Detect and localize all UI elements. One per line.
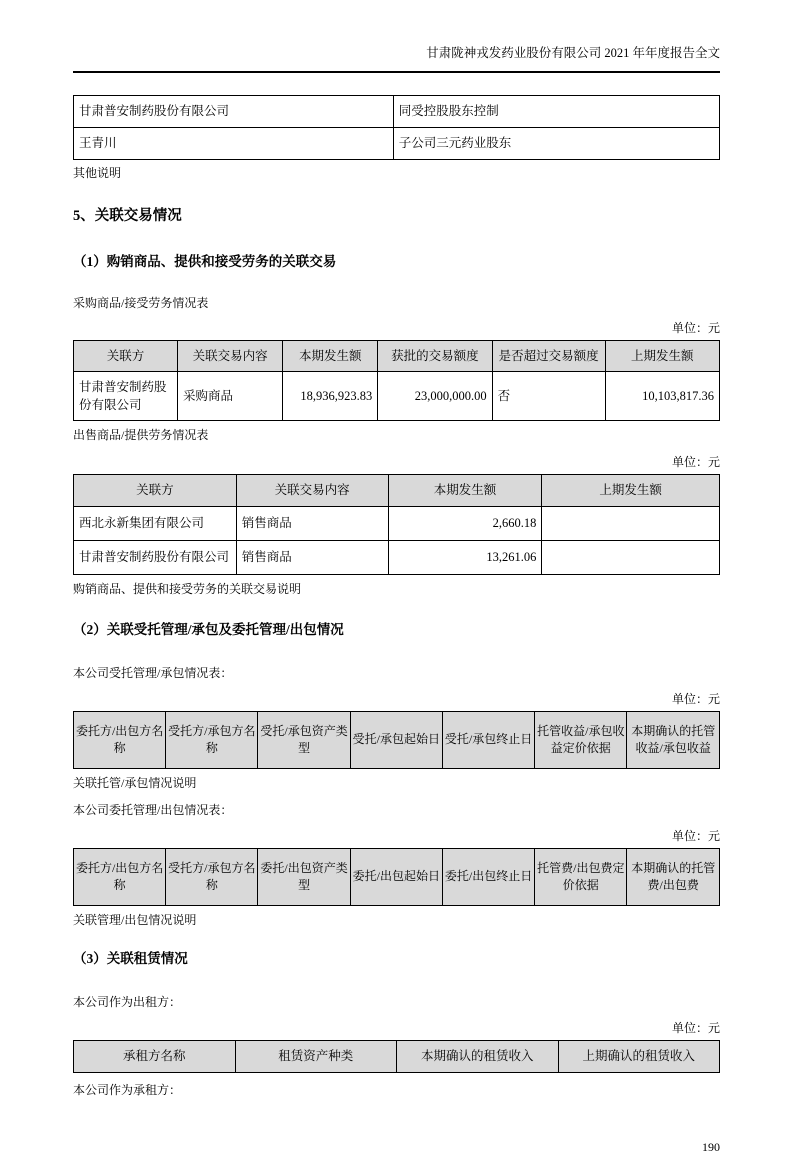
column-header: 受托/承包起始日 [350,712,442,769]
column-header: 受托/承包资产类型 [258,712,350,769]
cell-transaction-content: 销售商品 [236,507,388,541]
outsourced-note: 关联管理/出包情况说明 [73,913,197,927]
cell-current-amount: 13,261.06 [388,541,542,575]
column-header: 受托方/承包方名称 [166,849,258,906]
cell-related-party: 西北永新集团有限公司 [74,507,237,541]
column-header: 委托/出包终止日 [442,849,534,906]
column-header: 关联方 [74,341,178,372]
column-header: 是否超过交易额度 [492,341,605,372]
table-row [74,541,720,575]
lessor-caption: 本公司作为出租方： [73,995,182,1009]
table-row [74,96,720,128]
cell-current-amount: 2,660.18 [388,507,542,541]
column-header: 关联交易内容 [236,475,388,507]
cell-transaction-content: 销售商品 [236,541,388,575]
cell-related-party: 甘肃普安制药股份有限公司 [74,541,237,575]
column-header: 本期确认的租赁收入 [397,1041,559,1073]
table-row [74,372,720,421]
column-header: 承租方名称 [74,1041,236,1073]
column-header: 租赁资产种类 [235,1041,397,1073]
outsourced-table-caption: 本公司委托管理/出包情况表： [73,803,233,817]
section-5-title: 5、关联交易情况 [73,208,182,224]
column-header: 托管收益/承包收益定价依据 [535,712,627,769]
column-header: 托管费/出包费定价依据 [535,849,627,906]
cell-approved-amount: 23,000,000.00 [378,372,492,421]
column-header: 委托方/出包方名称 [74,712,166,769]
other-note-label: 其他说明 [73,166,122,180]
column-header: 上期发生额 [542,475,720,507]
related-party-relation: 同受控股股东控制 [393,96,719,128]
page-number: 190 [702,1140,720,1154]
cell-prior-amount: 10,103,817.36 [605,372,719,421]
table-row [74,128,720,160]
column-header: 委托方/出包方名称 [74,849,166,906]
column-header: 关联方 [74,475,237,507]
unit-label: 单位：元 [671,829,720,843]
column-header: 上期发生额 [605,341,719,372]
related-party-name: 甘肃普安制药股份有限公司 [74,96,394,128]
table-header-row [74,341,720,372]
purchase-goods-table [73,340,720,421]
column-header: 关联交易内容 [178,341,283,372]
cell-related-party: 甘肃普安制药股份有限公司 [74,372,178,421]
lessee-caption: 本公司作为承租方： [73,1083,182,1097]
sales-table-caption: 出售商品/提供劳务情况表 [73,428,209,442]
table-header-row [74,712,720,769]
sales-goods-table [73,474,720,575]
unit-label: 单位：元 [671,692,720,706]
entrusted-note: 关联托管/承包情况说明 [73,776,197,790]
column-header: 本期发生额 [283,341,378,372]
sub2-title: （2）关联受托管理/承包及委托管理/出包情况 [73,622,344,637]
related-party-name: 王青川 [74,128,394,160]
column-header: 本期确认的托管费/出包费 [627,849,720,906]
unit-label: 单位：元 [671,321,720,335]
related-party-relation-table [73,95,720,160]
report-header-title: 甘肃陇神戎发药业股份有限公司 2021 年年度报告全文 [426,46,720,60]
cell-current-amount: 18,936,923.83 [283,372,378,421]
unit-label: 单位：元 [671,1021,720,1035]
column-header: 本期发生额 [388,475,542,507]
purchase-table-caption: 采购商品/接受劳务情况表 [73,296,209,310]
table-header-row [74,475,720,507]
cell-prior-amount [542,507,720,541]
column-header: 上期确认的租赁收入 [558,1041,720,1073]
column-header: 委托/出包资产类型 [258,849,350,906]
entrusted-table-caption: 本公司受托管理/承包情况表： [73,666,233,680]
outsourced-management-table [73,848,720,906]
column-header: 受托/承包终止日 [442,712,534,769]
cell-exceeded-flag: 否 [492,372,605,421]
header-rule [73,71,720,73]
cell-prior-amount [542,541,720,575]
column-header: 获批的交易额度 [378,341,492,372]
sub3-title: （3）关联租赁情况 [73,951,188,966]
table-header-row [74,849,720,906]
column-header: 受托方/承包方名称 [166,712,258,769]
cell-transaction-content: 采购商品 [178,372,283,421]
unit-label: 单位：元 [671,455,720,469]
table-row [74,507,720,541]
sub1-title: （1）购销商品、提供和接受劳务的关联交易 [73,254,337,269]
lease-table [73,1040,720,1073]
entrusted-management-table [73,711,720,769]
related-party-relation: 子公司三元药业股东 [393,128,719,160]
purchase-sales-note: 购销商品、提供和接受劳务的关联交易说明 [73,582,302,596]
column-header: 本期确认的托管收益/承包收益 [627,712,720,769]
table-header-row [74,1041,720,1073]
column-header: 委托/出包起始日 [350,849,442,906]
